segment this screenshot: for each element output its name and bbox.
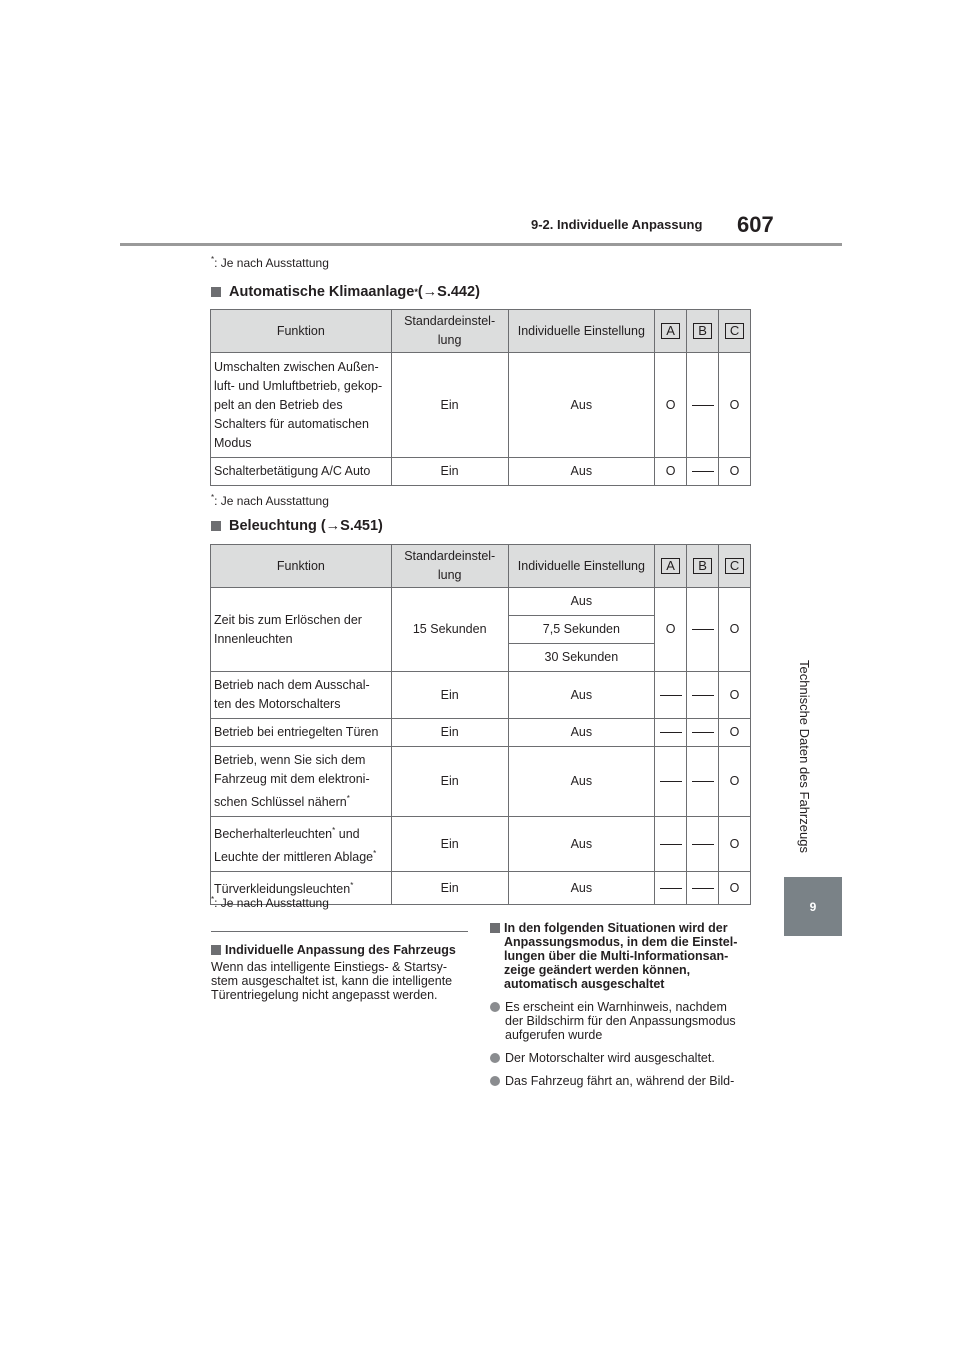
table-cell-standard: Ein	[391, 872, 508, 904]
table-climate	[210, 309, 751, 486]
table-cell-function: Betrieb bei entriegelten Türen	[211, 719, 392, 747]
right-column	[490, 921, 760, 1088]
table-cell-standard: 15 Sekunden	[391, 588, 508, 672]
side-tab-label: Technische Daten des Fahrzeugs	[797, 660, 812, 853]
square-bullet-icon	[490, 923, 500, 933]
table-cell-a	[655, 672, 687, 719]
circle-bullet-icon	[490, 1002, 500, 1012]
footnote-table1: *: Je nach Ausstattung	[211, 493, 329, 508]
footnote-text: : Je nach Ausstattung	[214, 256, 329, 270]
footnote-table2: *: Je nach Ausstattung	[211, 895, 329, 910]
table-cell-individuell: Aus	[508, 353, 655, 458]
header-c: C	[719, 310, 751, 353]
table-cell-function: Betrieb nach dem Ausschal- ten des Motorschalters	[211, 672, 392, 719]
table-lighting	[210, 544, 751, 905]
table-cell-function: Türverkleidungsleuchten*	[211, 872, 392, 904]
left-column-body: Wenn das intelligente Einstiegs- & Startsy- stem ausgeschaltet ist, kann die intelligente Türentriegelung nicht angepasst werden.	[211, 960, 453, 1002]
table-cell-b	[687, 672, 719, 719]
left-column-heading: Individuelle Anpassung des Fahrzeugs	[211, 943, 471, 957]
table-cell-b	[687, 872, 719, 904]
square-bullet-icon	[211, 287, 221, 297]
bullet-item: Das Fahrzeug fährt an, während der Bild-	[490, 1074, 760, 1088]
section-title: 9-2. Individuelle Anpassung	[531, 217, 703, 232]
table-cell-function: Zeit bis zum Erlöschen der Innenleuchten	[211, 588, 392, 672]
table-cell-a: O	[655, 588, 687, 672]
table-cell-a: O	[655, 458, 687, 486]
table-cell-b	[687, 747, 719, 817]
circle-bullet-icon	[490, 1076, 500, 1086]
header-individuell: Individuelle Einstellung	[508, 310, 655, 353]
chapter-number-box: 9	[784, 877, 842, 936]
table-cell-function: Betrieb, wenn Sie sich dem Fahrzeug mit dem elektroni- schen Schlüssel nähern*	[211, 747, 392, 817]
table-cell-function: Umschalten zwischen Außen- luft- und Umluftbetrieb, gekop- pelt an den Betrieb des Schalters für automatischen Modus	[211, 353, 392, 458]
table-cell-individuell: Aus	[508, 672, 654, 719]
table-cell-standard: Ein	[391, 817, 508, 872]
table-cell-individuell: Aus	[508, 458, 655, 486]
circle-bullet-icon	[490, 1053, 500, 1063]
bullet-item: Es erscheint ein Warnhinweis, nachdem der Bildschirm für den Anpassungsmodus aufgerufen wurde	[490, 1000, 760, 1042]
table-cell-a	[655, 719, 687, 747]
table1-title: Automatische Klimaanlage	[229, 284, 415, 300]
table-cell-option: 7,5 Sekunden	[508, 616, 654, 644]
table-cell-standard: Ein	[391, 719, 508, 747]
header-standard: Standardeinstel- lung	[391, 545, 508, 588]
table1-heading: Automatische Klimaanlage * (→S.442)	[211, 284, 480, 300]
column-divider	[211, 931, 468, 932]
table-cell-c: O	[719, 719, 751, 747]
table-cell-function: Schalterbetätigung A/C Auto	[211, 458, 392, 486]
table-cell-option: Aus	[508, 588, 654, 616]
table-cell-standard: Ein	[391, 672, 508, 719]
table-cell-b	[687, 817, 719, 872]
header-a: A	[655, 545, 687, 588]
square-bullet-icon	[211, 521, 221, 531]
table-cell-option: 30 Sekunden	[508, 644, 654, 672]
table-cell-b	[687, 353, 719, 458]
table-cell-c: O	[719, 672, 751, 719]
header-standard: Standardeinstel- lung	[391, 310, 508, 353]
right-column-heading: In den folgenden Situationen wird der Anpassungsmodus, in dem die Einstel- lungen über die Multi-Informationsan- zeige geändert werden können, automatisch ausgeschaltet	[490, 921, 760, 991]
table-cell-b	[687, 458, 719, 486]
table-cell-individuell: Aus	[508, 872, 654, 904]
header-a: A	[655, 310, 687, 353]
table2-heading	[211, 518, 383, 534]
table-cell-a	[655, 872, 687, 904]
table-cell-a: O	[655, 353, 687, 458]
page-number: 607	[737, 212, 774, 237]
header-rule	[120, 243, 842, 246]
bullet-item: Der Motorschalter wird ausgeschaltet.	[490, 1051, 760, 1065]
table-cell-c: O	[719, 817, 751, 872]
table-cell-standard: Ein	[391, 458, 508, 486]
table-cell-a	[655, 817, 687, 872]
table-cell-c: O	[719, 458, 751, 486]
footnote-top: *: Je nach Ausstattung	[211, 255, 329, 270]
table-cell-standard: Ein	[391, 747, 508, 817]
header-funktion: Funktion	[211, 545, 392, 588]
table-cell-c: O	[719, 353, 751, 458]
table2-title: Beleuchtung (→S.451)	[229, 518, 383, 534]
table-cell-individuell: Aus	[508, 747, 654, 817]
header-individuell: Individuelle Einstellung	[508, 545, 654, 588]
table-cell-b	[687, 588, 719, 672]
table-cell-c: O	[719, 747, 751, 817]
table-cell-standard: Ein	[391, 353, 508, 458]
table1-ref: (→S.442)	[417, 284, 480, 300]
header-c: C	[719, 545, 751, 588]
table-cell-function: Becherhalterleuchten* und Leuchte der mittleren Ablage*	[211, 817, 392, 872]
header-funktion: Funktion	[211, 310, 392, 353]
header-b: B	[687, 310, 719, 353]
table-cell-a	[655, 747, 687, 817]
header-b: B	[687, 545, 719, 588]
table-cell-c: O	[719, 872, 751, 904]
left-column	[211, 931, 471, 1002]
table-cell-individuell: Aus	[508, 719, 654, 747]
table-cell-b	[687, 719, 719, 747]
table-cell-c: O	[719, 588, 751, 672]
table-cell-individuell: Aus	[508, 817, 654, 872]
square-bullet-icon	[211, 945, 221, 955]
